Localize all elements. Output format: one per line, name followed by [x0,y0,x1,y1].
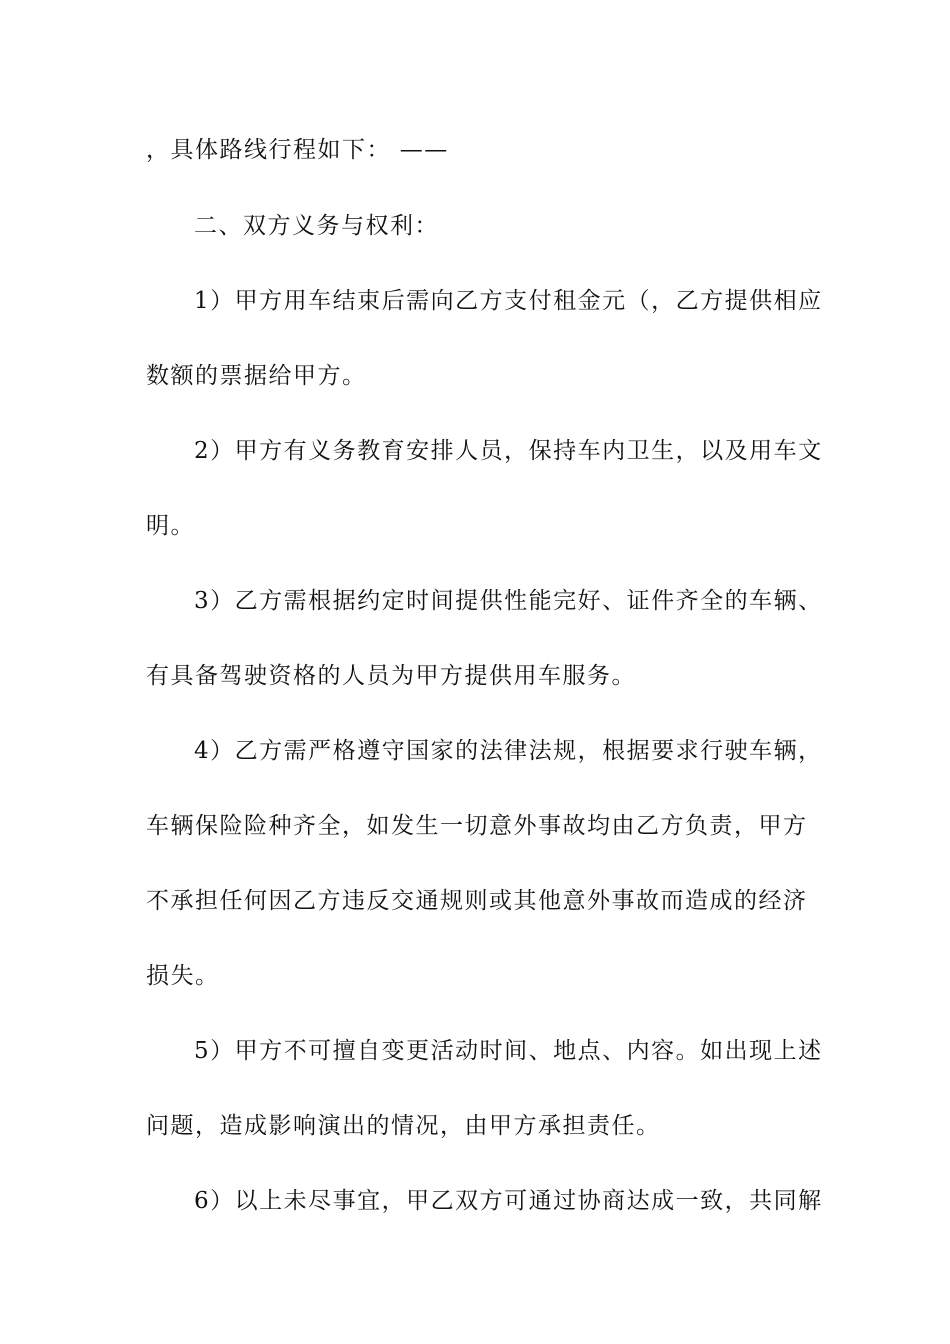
clause-1-line-2: 数额的票据给甲方。 [146,363,367,389]
clause-4-line-2: 车辆保险险种齐全，如发生一切意外事故均由乙方负责，甲方 [146,813,808,839]
clause-4-line-4: 损失。 [146,963,220,989]
clause-3-line-2: 有具备驾驶资格的人员为甲方提供用车服务。 [146,663,636,689]
clause-3-line-1: 3）乙方需根据约定时间提供性能完好、证件齐全的车辆、 [194,588,823,614]
clause-4-line-1: 4）乙方需严格遵守国家的法律法规，根据要求行驶车辆， [194,738,823,764]
clause-2-line-1: 2）甲方有义务教育安排人员，保持车内卫生，以及用车文 [194,438,823,464]
clause-4-line-3: 不承担任何因乙方违反交通规则或其他意外事故而造成的经济 [146,888,808,914]
clause-5-line-1: 5）甲方不可擅自变更活动时间、地点、内容。如出现上述 [194,1038,823,1064]
text-line-route-intro: ，具体路线行程如下： —— [146,137,449,163]
clause-5-line-2: 问题，造成影响演出的情况，由甲方承担责任。 [146,1113,661,1139]
clause-1-line-1: 1）甲方用车结束后需向乙方支付租金元（，乙方提供相应 [194,288,823,314]
clause-2-line-2: 明。 [146,513,195,539]
section-heading-obligations: 二、双方义务与权利： [194,213,439,239]
clause-6-line-1: 6）以上未尽事宜，甲乙双方可通过协商达成一致，共同解 [194,1188,823,1214]
